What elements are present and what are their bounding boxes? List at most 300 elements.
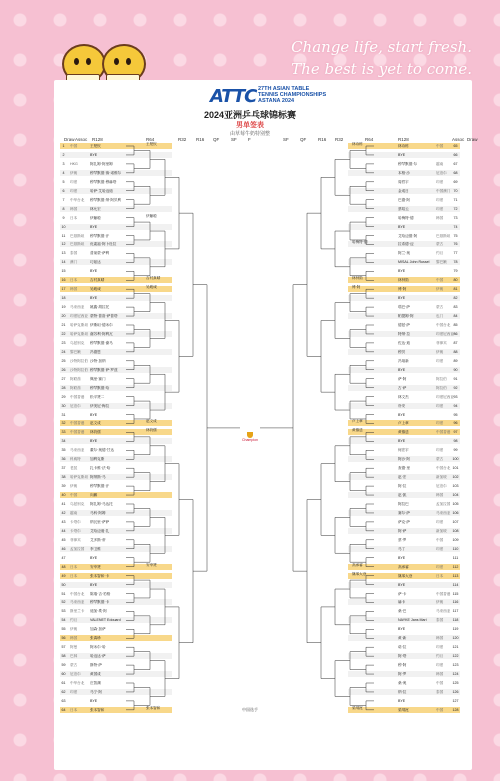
draw-number: 85 bbox=[453, 323, 458, 327]
draw-number: 78 bbox=[453, 260, 458, 265]
draw-number: 8 bbox=[62, 206, 65, 211]
association: 中国 bbox=[70, 493, 78, 498]
draw-number: 115 bbox=[452, 591, 459, 596]
draw-number: 54 bbox=[61, 618, 66, 623]
association: 黎巴嫩 bbox=[70, 349, 81, 354]
player-name: 拉希德·迈 bbox=[398, 242, 414, 247]
player-name: 姚鑫·胡拉托 bbox=[90, 305, 110, 310]
association: 尼泊尔 bbox=[70, 403, 81, 408]
draw-number: 74 bbox=[453, 224, 458, 229]
association: 韩国 bbox=[436, 493, 444, 498]
draw-number: 43 bbox=[61, 519, 66, 524]
player-name: 萨·卡 bbox=[398, 591, 407, 596]
advancing-player: 伊藤聪 bbox=[146, 213, 157, 218]
draw-number: 28 bbox=[61, 385, 66, 390]
draw-number: 69 bbox=[453, 179, 458, 184]
draw-number: 49 bbox=[61, 573, 66, 578]
association: 阿联酋 bbox=[70, 385, 81, 390]
draw-number: 16 bbox=[61, 278, 66, 283]
draw-number: 77 bbox=[453, 251, 458, 256]
draw-number: 29 bbox=[61, 394, 66, 399]
player-name: 吉村真晴 bbox=[90, 278, 105, 283]
association: 中国台北 bbox=[70, 591, 85, 596]
association: 蒙古 bbox=[70, 663, 78, 668]
association: 印度 bbox=[436, 197, 444, 202]
player-name: BYE bbox=[398, 152, 406, 157]
player-name: 林允宏 bbox=[90, 206, 101, 211]
association: 黎巴嫩 bbox=[436, 260, 447, 265]
draw-number: 55 bbox=[61, 627, 66, 632]
association: 印度 bbox=[70, 179, 78, 184]
round-header: R64 bbox=[365, 137, 374, 142]
association: 伊朗 bbox=[70, 170, 78, 175]
advancing-player: 梁靖崑 bbox=[352, 705, 363, 710]
association: 尼泊尔 bbox=[436, 170, 447, 175]
association: 尼泊尔 bbox=[436, 484, 447, 489]
draw-number: 88 bbox=[453, 349, 458, 354]
advancing-player: 张本智和 bbox=[146, 705, 161, 710]
draw-number: 56 bbox=[61, 636, 66, 641]
association: 马来西亚 bbox=[70, 600, 85, 605]
draw-number: 99 bbox=[453, 448, 458, 453]
player-name: MISAL John Russel bbox=[398, 260, 430, 265]
slogan-line-1: Change life, start fresh. bbox=[291, 38, 472, 56]
association: 越南 bbox=[436, 161, 444, 166]
player-name: 阿拉巴 bbox=[398, 502, 409, 506]
player-name: BYE bbox=[90, 582, 98, 587]
player-name: 佩里·赛门 bbox=[90, 376, 106, 381]
association: 巴基斯坦 bbox=[436, 233, 451, 238]
player-name: 朴安 bbox=[398, 403, 406, 408]
player-name: 何宏宇 bbox=[398, 448, 409, 453]
association: 印度尼西亚 bbox=[70, 314, 88, 319]
player-name: 赵·宏 bbox=[398, 475, 407, 480]
association: 印度 bbox=[436, 448, 444, 453]
draw-number: 128 bbox=[452, 707, 459, 712]
player-name: BYE bbox=[90, 224, 98, 229]
round-header: R64 bbox=[146, 137, 155, 142]
player-name: 桑·奥 bbox=[398, 681, 407, 685]
association: 伊朗 bbox=[70, 484, 78, 489]
player-name: BYE bbox=[398, 627, 406, 632]
attc-logo-subtitle: 27TH ASIAN TABLE TENNIS CHAMPIONSHIPS ASTANA 2024 bbox=[258, 86, 327, 104]
player-name: 穆罕默德·穆赫塔 bbox=[90, 179, 117, 184]
association: 中国台北 bbox=[436, 466, 451, 471]
player-name: BYE bbox=[90, 698, 98, 703]
draw-number: 112 bbox=[452, 564, 459, 569]
association: 斯里兰卡 bbox=[70, 609, 85, 614]
draw-number: 17 bbox=[61, 287, 66, 292]
player-name: 蒙特·普洛·萨普塔 bbox=[90, 314, 118, 319]
player-name: 松平贤二 bbox=[90, 394, 105, 399]
player-name: VALENET Edouard bbox=[90, 618, 121, 623]
player-name: NAYKE Jans Mari bbox=[398, 618, 427, 623]
advancing-player: 黄镇廷 bbox=[352, 428, 363, 433]
advancing-player: 王楚钦 bbox=[146, 142, 157, 146]
advancing-player: 博·阿 bbox=[352, 285, 361, 290]
association: 韩国 bbox=[70, 636, 78, 641]
association: 韩国 bbox=[70, 287, 78, 292]
player-name: 加利克斯 bbox=[90, 457, 105, 462]
page-subtitle: 男单签表 bbox=[236, 122, 264, 129]
player-name: 王楚钦 bbox=[90, 144, 101, 148]
draw-number: 75 bbox=[453, 233, 458, 238]
association: 澳门 bbox=[70, 260, 78, 265]
player-name: 伊美尼·梅拉 bbox=[90, 403, 110, 408]
draw-number: 5 bbox=[62, 179, 65, 184]
draw-number: 48 bbox=[61, 564, 66, 569]
association: 巴基斯坦 bbox=[70, 242, 85, 247]
player-name: 阿·拉 bbox=[398, 484, 407, 489]
draw-number: 7 bbox=[62, 197, 65, 202]
association: 日本 bbox=[70, 573, 78, 578]
association: 泰国 bbox=[70, 251, 78, 256]
association: 日本 bbox=[70, 215, 78, 220]
association: 科威特 bbox=[70, 457, 81, 462]
association: 孟加拉国 bbox=[70, 546, 85, 551]
association: 中国 bbox=[436, 537, 444, 542]
player-name: 阿兰·奥 bbox=[398, 251, 410, 256]
association: 印度 bbox=[436, 403, 444, 408]
association: 越南 bbox=[70, 510, 78, 515]
association: 印度 bbox=[436, 179, 444, 184]
credit-note: 由草莓牛奶特别整 bbox=[229, 131, 270, 137]
advancing-player: 林钟勋 bbox=[352, 276, 363, 281]
draw-number: 63 bbox=[61, 698, 66, 703]
player-name: 向鹏 bbox=[90, 493, 98, 498]
player-name: BYE bbox=[398, 439, 406, 444]
player-name: 博·阿 bbox=[398, 287, 407, 292]
association: 中华台北 bbox=[70, 197, 85, 202]
player-name: 艾多斯·蒂 bbox=[90, 537, 106, 542]
draw-number: 121 bbox=[452, 645, 459, 650]
draw-number: 34 bbox=[61, 439, 66, 444]
association: 印度 bbox=[436, 421, 444, 426]
player-name: 阿·萨 bbox=[398, 528, 407, 533]
draw-number: 90 bbox=[453, 367, 458, 372]
player-name: 扎卡维·法·哈 bbox=[90, 466, 111, 471]
player-name: 穆罕默德·谢马 bbox=[90, 340, 113, 345]
draw-number: 15 bbox=[61, 269, 66, 274]
attc-logo: ATTC bbox=[210, 86, 257, 107]
association: 哈萨克斯坦 bbox=[70, 331, 88, 336]
round-header: R128 bbox=[398, 137, 409, 142]
draw-number: 27 bbox=[61, 376, 66, 381]
draw-number: 87 bbox=[453, 340, 458, 345]
draw-number: 52 bbox=[61, 600, 66, 605]
draw-number: 18 bbox=[61, 296, 66, 301]
player-name: 帕提姆·阿 bbox=[398, 314, 414, 319]
association: 印度 bbox=[436, 519, 444, 524]
advancing-player: 篠塚大登 bbox=[352, 571, 367, 576]
champion-marker bbox=[240, 432, 260, 442]
round-header: QF bbox=[300, 137, 307, 142]
draw-number: 1 bbox=[62, 144, 65, 148]
association: 中国台北 bbox=[436, 323, 451, 327]
association: 约旦 bbox=[436, 251, 444, 256]
draw-number: 24 bbox=[61, 349, 66, 354]
player-name: 林文杰 bbox=[398, 394, 409, 399]
draw-number: 60 bbox=[61, 672, 66, 677]
draw-number: 120 bbox=[452, 636, 459, 641]
association: 沙特阿拉伯 bbox=[70, 367, 88, 372]
player-name: 穆罕默德·卡 bbox=[90, 600, 110, 605]
player-name: 张本智和·卡 bbox=[90, 573, 110, 578]
player-name: 穆罕默德·纳·阿贝利 bbox=[90, 197, 122, 202]
player-name: 桑·巴 bbox=[398, 609, 407, 614]
draw-number: 2 bbox=[62, 152, 65, 157]
player-name: 穆罕默德·汗 bbox=[90, 484, 110, 489]
player-name: BYE bbox=[90, 269, 98, 274]
draw-number: 108 bbox=[452, 528, 459, 533]
player-name: 赛尔·萨 bbox=[398, 510, 410, 515]
player-name: 阿扎姆·阿里姆 bbox=[90, 161, 113, 166]
draw-number: 51 bbox=[61, 591, 66, 596]
player-name: 赵文成 bbox=[90, 421, 101, 426]
association: 卡塔尔 bbox=[70, 519, 81, 524]
association: 约旦 bbox=[70, 618, 78, 623]
player-name: 艾哈迈迪·扎 bbox=[90, 528, 110, 533]
draw-number: 35 bbox=[61, 448, 66, 453]
player-name: 李卫维 bbox=[90, 546, 101, 551]
player-name: 冯翊新 bbox=[398, 358, 409, 363]
draw-number: 36 bbox=[61, 457, 66, 462]
player-name: 阿·罗 bbox=[398, 672, 407, 677]
draw-number: 68 bbox=[453, 170, 458, 175]
player-name: 篠塚大登 bbox=[398, 573, 413, 578]
round-header: R16 bbox=[196, 137, 205, 142]
association: 中国香港 bbox=[70, 394, 85, 399]
advancing-player: 吉村真晴 bbox=[146, 276, 161, 281]
player-name: 艾哈迈德·阿 bbox=[398, 233, 418, 238]
draw-number: 96 bbox=[453, 421, 458, 426]
player-name: 张本智和 bbox=[90, 707, 105, 712]
draw-number: 37 bbox=[61, 466, 66, 471]
player-name: 金成日 bbox=[398, 188, 409, 193]
player-name: 优素福·阿卜杜拉 bbox=[90, 242, 117, 247]
round-header: R32 bbox=[178, 137, 187, 142]
draw-number: 4 bbox=[62, 170, 65, 175]
draw-number: 50 bbox=[61, 582, 66, 587]
draw-number: 113 bbox=[452, 573, 459, 578]
draw-number: 66 bbox=[453, 152, 458, 157]
association: 泰国 bbox=[436, 689, 444, 694]
round-header: SF bbox=[231, 137, 237, 142]
player-name: BYE bbox=[90, 296, 98, 301]
draw-number: 73 bbox=[453, 215, 458, 220]
draw-number: 109 bbox=[452, 537, 459, 542]
association: 哈萨克斯坦 bbox=[70, 323, 88, 327]
draw-number: 125 bbox=[452, 681, 459, 685]
player-name: 阿沙·阿 bbox=[398, 457, 410, 462]
draw-number: 39 bbox=[61, 484, 66, 489]
association: 马来西亚 bbox=[436, 510, 451, 515]
player-name: 林诗栋 bbox=[398, 144, 409, 148]
association: 日本 bbox=[70, 278, 78, 283]
association: 中国 bbox=[436, 278, 444, 283]
association: 阿联酋 bbox=[70, 376, 81, 381]
draw-number: 53 bbox=[61, 609, 66, 614]
draw-number: 97 bbox=[453, 430, 458, 435]
draw-number: 82 bbox=[453, 296, 458, 301]
association: 印度 bbox=[436, 546, 444, 551]
player-name: 吴峻诚 bbox=[90, 287, 101, 292]
association: 马来西亚 bbox=[436, 609, 451, 614]
draw-number: 100 bbox=[452, 457, 459, 462]
association: 蒙古 bbox=[436, 305, 444, 310]
player-name: 萨·阿 bbox=[398, 376, 407, 381]
player-name: 哈萨·艾哈迈迪 bbox=[90, 188, 113, 193]
player-name: 张禹珍 bbox=[90, 636, 101, 641]
association: 泰国 bbox=[436, 618, 444, 623]
player-name: 查德·里 bbox=[398, 466, 410, 471]
association: 新加坡 bbox=[436, 475, 447, 480]
draw-number: 44 bbox=[61, 528, 66, 533]
draw-number: 76 bbox=[453, 242, 458, 247]
association: 蒙古 bbox=[436, 242, 444, 247]
player-name: 谢苏利·阿利瓦 bbox=[90, 331, 113, 336]
association: HKG bbox=[70, 161, 78, 166]
draw-number: 91 bbox=[453, 376, 458, 381]
association: 日本 bbox=[436, 573, 444, 578]
association: 乌兹别克 bbox=[70, 340, 85, 345]
player-name: 蔡·罗 bbox=[398, 537, 407, 542]
player-name: BYE bbox=[398, 582, 406, 587]
association: 新加坡 bbox=[436, 528, 447, 533]
player-name: 董尔·奥德·甘达 bbox=[90, 448, 114, 453]
draw-number: 26 bbox=[61, 367, 66, 372]
draw-number: 23 bbox=[61, 340, 66, 345]
association: 中国澳门 bbox=[436, 188, 451, 193]
draw-number: 45 bbox=[61, 537, 66, 542]
association: 阿拉伯 bbox=[436, 385, 447, 390]
association: 中国香港 bbox=[436, 591, 451, 596]
player-name: 迪加·埃·阿 bbox=[90, 609, 107, 614]
draw-number: 47 bbox=[61, 555, 66, 560]
draw-number: 70 bbox=[453, 188, 458, 193]
draw-number: 14 bbox=[61, 260, 66, 265]
draw-number: 31 bbox=[61, 412, 66, 417]
player-name: 巧茹达 bbox=[90, 260, 101, 265]
draw-number: 92 bbox=[453, 385, 458, 390]
draw-number: 6 bbox=[62, 188, 65, 193]
player-name: 梁靖崑 bbox=[398, 707, 409, 712]
player-name: 穆罕默德·尔 bbox=[398, 161, 418, 166]
association: 阿曼 bbox=[70, 645, 78, 650]
draw-number: 107 bbox=[452, 519, 459, 524]
player-name: 黄镇廷 bbox=[398, 430, 409, 435]
association: 沙特阿拉伯 bbox=[70, 358, 88, 363]
association: 阿拉伯 bbox=[436, 376, 447, 381]
player-name: 萨克·萨 bbox=[398, 519, 410, 524]
association: 马来西亚 bbox=[70, 448, 85, 453]
player-name: 冯德恩 bbox=[90, 349, 101, 354]
draw-number: 116 bbox=[452, 600, 459, 605]
player-name: 穆贝 bbox=[398, 349, 406, 354]
association: 日本 bbox=[70, 707, 78, 712]
draw-number: 67 bbox=[453, 161, 458, 166]
player-name: 纳·拉 bbox=[398, 689, 407, 694]
draw-number: 102 bbox=[452, 475, 459, 480]
association: 巴基斯坦 bbox=[70, 233, 85, 238]
advancing-player: 赵文成 bbox=[146, 419, 157, 424]
draw-number: 72 bbox=[453, 206, 458, 211]
player-name: 阿·塔 bbox=[398, 654, 407, 659]
draw-number: 124 bbox=[452, 672, 459, 677]
round-header: Draw bbox=[64, 137, 75, 142]
draw-number: 103 bbox=[452, 484, 459, 489]
player-name: 瑙巴·萨 bbox=[398, 305, 410, 310]
association: 印度 bbox=[70, 188, 78, 193]
player-name: 普莱蒙·萨利 bbox=[90, 251, 110, 256]
association: 印度 bbox=[436, 663, 444, 668]
player-name: 赵·凯 bbox=[398, 493, 407, 498]
association: 韩国 bbox=[436, 215, 444, 220]
draw-number: 12 bbox=[61, 242, 66, 247]
draw-number: 33 bbox=[61, 430, 66, 435]
association: 印度 bbox=[436, 645, 444, 650]
draw-number: 117 bbox=[452, 609, 459, 614]
association: 尼泊尔 bbox=[70, 672, 81, 677]
draw-number: 59 bbox=[61, 663, 66, 668]
page-title: 2024亚洲乒乓球锦标赛 bbox=[203, 110, 297, 120]
draw-number: 42 bbox=[61, 510, 66, 515]
draw-number: 93 bbox=[453, 394, 458, 399]
player-name: 沙特·加纳 bbox=[90, 358, 106, 363]
association: 伊朗 bbox=[70, 627, 78, 632]
player-name: 庄智渊 bbox=[90, 681, 101, 685]
player-name: 黄·新 bbox=[398, 636, 407, 641]
association: 印度尼西亚 bbox=[436, 331, 454, 336]
player-name: 赫卡 bbox=[398, 600, 406, 605]
draw-number: 40 bbox=[61, 493, 66, 498]
player-name: 诺·拉 bbox=[398, 645, 407, 650]
draw-number: 98 bbox=[453, 439, 458, 444]
round-header: Assoc bbox=[75, 137, 88, 142]
draw-number: 127 bbox=[452, 698, 459, 703]
draw-number: 110 bbox=[452, 546, 459, 551]
player-name: 穆罕默德·萨·罗兹 bbox=[90, 367, 118, 372]
draw-number: 64 bbox=[61, 707, 66, 712]
player-name: 本格·沙 bbox=[398, 170, 410, 175]
player-name: 纳瓦里·萨萨 bbox=[90, 519, 110, 524]
player-name: 阿米尔·哈 bbox=[90, 645, 106, 650]
draw-number: 79 bbox=[453, 269, 458, 274]
draw-number: 62 bbox=[61, 689, 66, 694]
player-name: 马科·阿姆 bbox=[90, 510, 106, 515]
draw-number: 22 bbox=[61, 331, 66, 336]
player-name: 哈迈达·萨 bbox=[90, 654, 106, 659]
association: 乌兹别克 bbox=[70, 502, 85, 506]
draw-number: 89 bbox=[453, 358, 458, 363]
player-name: BYE bbox=[398, 412, 406, 417]
player-name: 德兹·萨 bbox=[398, 323, 410, 327]
draw-number: 86 bbox=[453, 331, 458, 336]
draw-number: 58 bbox=[61, 654, 66, 659]
draw-number: 61 bbox=[61, 681, 66, 685]
draw-number: 84 bbox=[453, 314, 458, 319]
player-name: 阿扎姆·马达托 bbox=[90, 502, 113, 506]
player-name: BYE bbox=[90, 412, 98, 417]
draw-number: 25 bbox=[61, 358, 66, 363]
advancing-player: 吴峻诚 bbox=[146, 285, 157, 290]
player-name: 陈瑞·吉·豹格 bbox=[90, 591, 111, 596]
round-header: SF bbox=[283, 137, 289, 142]
draw-number: 105 bbox=[452, 502, 459, 506]
draw-number: 21 bbox=[61, 323, 66, 327]
player-name: BYE bbox=[90, 152, 98, 157]
draw-number: 106 bbox=[452, 510, 459, 515]
